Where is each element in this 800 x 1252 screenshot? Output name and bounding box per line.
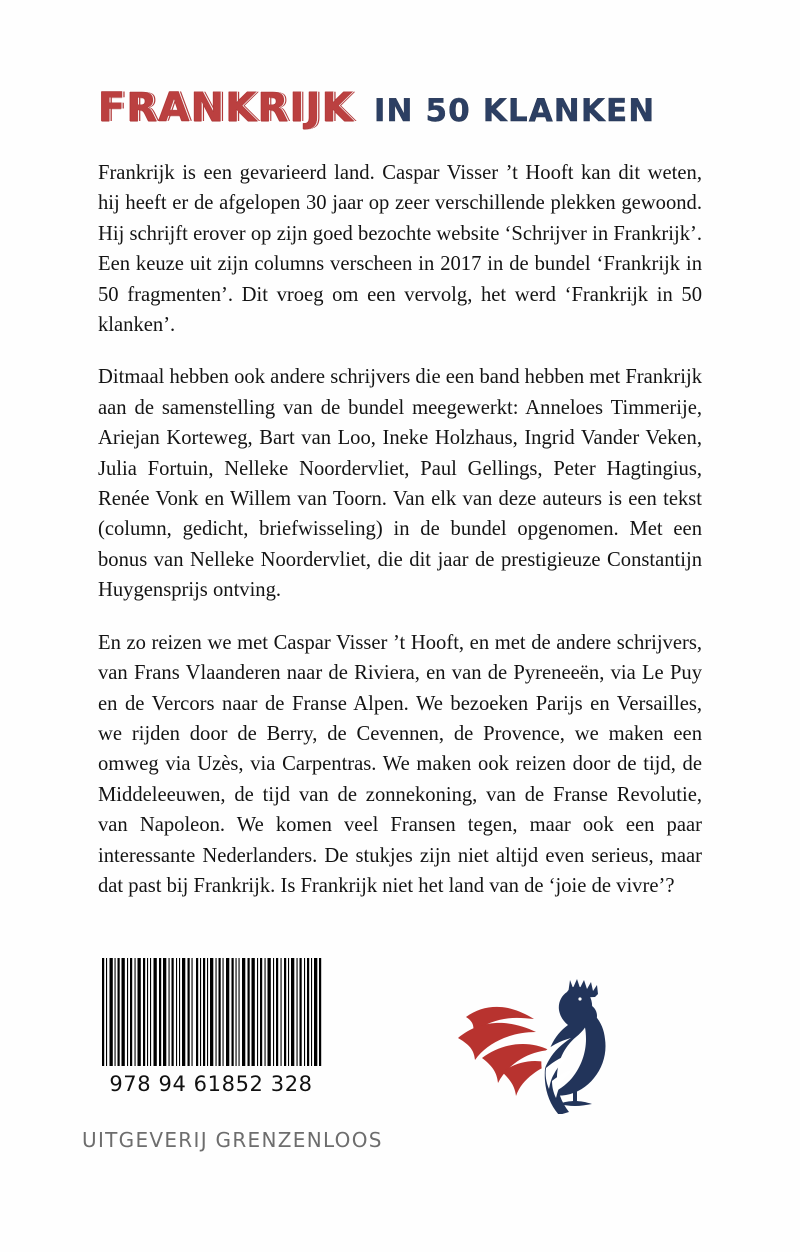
- isbn-number: 978 94 61852 328: [109, 1072, 313, 1096]
- publisher-name: UITGEVERIJ GRENZENLOOS: [82, 1128, 383, 1152]
- barcode-bars-icon: [100, 958, 322, 1066]
- title-sub-in-50-klanken: IN 50 KLANKEN: [373, 93, 656, 129]
- blurb-text: [98, 158, 702, 901]
- rooster-icon: [452, 968, 628, 1114]
- blurb-paragraph-2: Ditmaal hebben ook andere schrijvers die een band hebben met Frankrijk aan de samenstelling van de bundel meegewerkt: Anneloes Timmerije, Ariejan Korteweg, Bart van Loo, Ineke Holzhaus, Ingrid Vander Veken, Julia Fortuin, Nelleke Noordervliet, Paul Gellings, Peter Hagtingius, Renée Vonk en Willem van Toorn. Van elk van deze auteurs is een tekst (column, gedicht, briefwisseling) in de bundel opgenomen. Met een bonus van Nelleke Noordervliet, die dit jaar de prestigieuze Constantijn Huygensprijs ontving.: [98, 366, 702, 602]
- title-main-frankrijk: FRANKRIJK: [98, 85, 354, 131]
- cover-title: [98, 85, 708, 136]
- gallic-rooster-logo: [452, 968, 628, 1114]
- isbn-barcode: [100, 958, 322, 1096]
- blurb-paragraph-3: En zo reizen we met Caspar Visser ’t Hooft, en met de andere schrijvers, van Frans Vlaanderen naar de Riviera, en van de Pyreneeën, via Le Puy en de Vercors naar de Franse Alpen. We bezoeken Parijs en Versailles, we rijden door de Berry, de Cevennen, de Provence, we maken een omweg via Uzès, via Carpentras. We maken ook reizen door de tijd, de Middeleeuwen, de tijd van de zonnekoning, van de Franse Revolutie, van Napoleon. We komen veel Fransen tegen, maar ook een paar interessante Nederlanders. De stukjes zijn niet altijd even serieus, maar dat past bij Frankrijk. Is Frankrijk niet het land van de ‘joie de vivre’?: [98, 631, 702, 897]
- blurb-paragraph-1: Frankrijk is een gevarieerd land. Caspar Visser ’t Hooft kan dit weten, hij heeft er de afgelopen 30 jaar op zeer verschillende plekken gewoond. Hij schrijft erover op zijn goed bezochte website ‘Schrijver in Frankrijk’. Een keuze uit zijn columns verscheen in 2017 in de bundel ‘Frankrijk in 50 fragmenten’. Dit vroeg om een vervolg, het werd ‘Frankrijk in 50 klanken’.: [98, 162, 702, 337]
